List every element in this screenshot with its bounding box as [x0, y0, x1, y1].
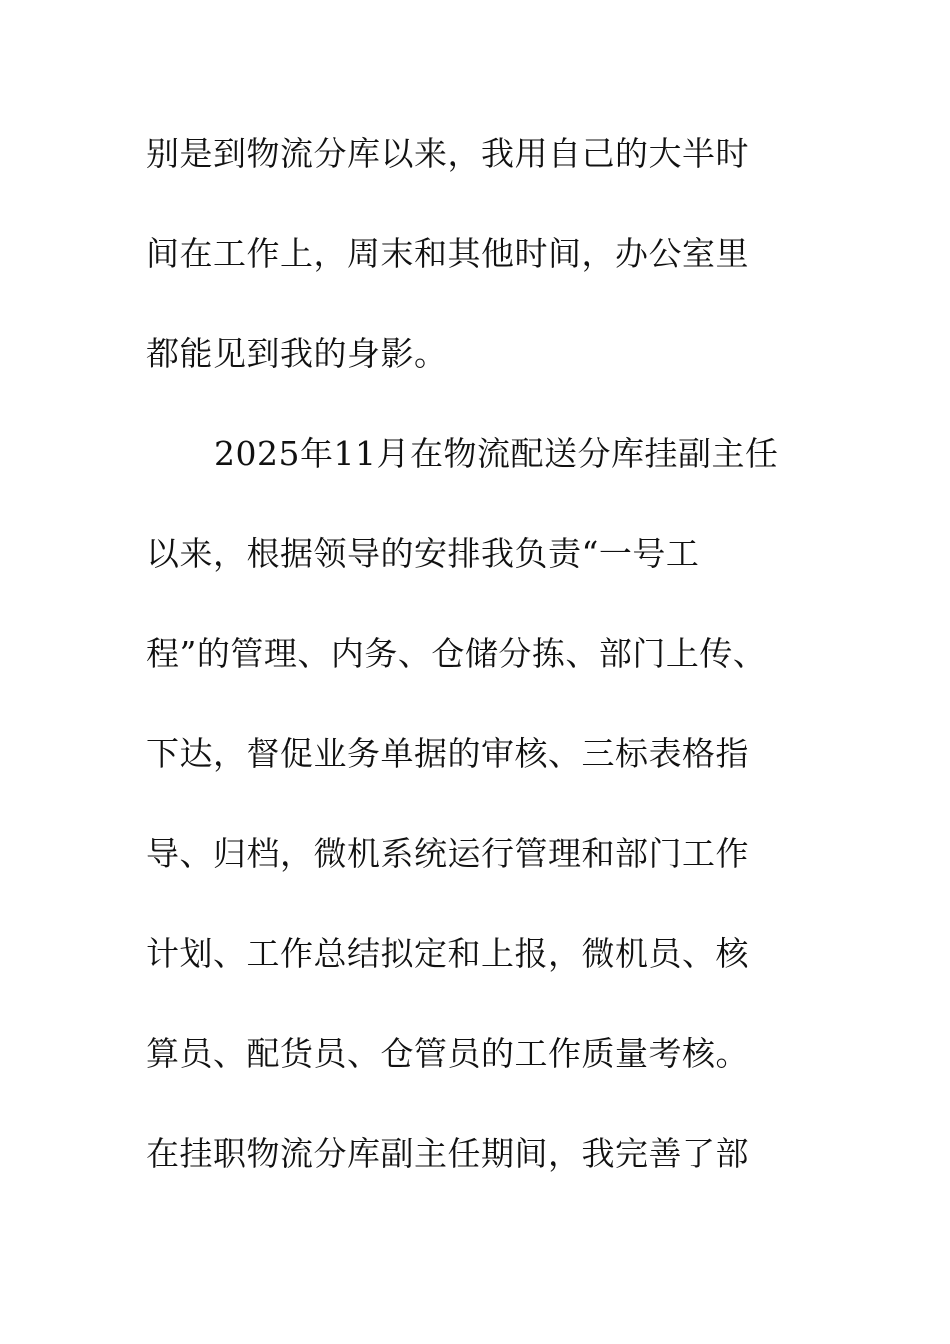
text-line: 导、归档，微机系统运行管理和部门工作	[146, 834, 749, 873]
text-line: 以来，根据领导的安排我负责“一号工	[146, 534, 700, 573]
text-line: 在挂职物流分库副主任期间，我完善了部	[146, 1134, 749, 1173]
text-line: 下达，督促业务单据的审核、三标表格指	[146, 734, 749, 773]
text-line: 间在工作上，周末和其他时间，办公室里	[146, 234, 749, 273]
text-line: 计划、工作总结拟定和上报，微机员、核	[146, 934, 749, 973]
paragraph-first-line: 2025年11月在物流配送分库挂副主任	[214, 434, 779, 473]
text-line: 程”的管理、内务、仓储分拣、部门上传、	[146, 634, 767, 673]
text-line: 算员、配货员、仓管员的工作质量考核。	[146, 1034, 749, 1073]
body-text	[146, 126, 826, 1226]
text-line: 别是到物流分库以来，我用自己的大半时	[146, 134, 749, 173]
text-line: 都能见到我的身影。	[146, 334, 448, 373]
